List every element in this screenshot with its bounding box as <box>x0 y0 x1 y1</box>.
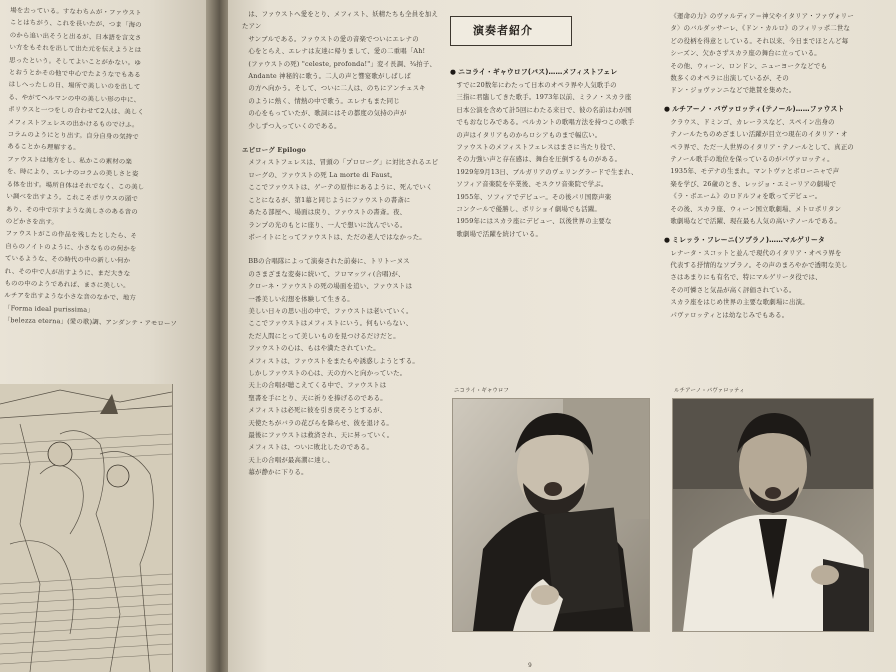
text-line: レナータ・スコットと並んで現代のイタリア・オペラ界を <box>670 248 842 257</box>
text-line: ここでファウストは、ゲーテの原作にあるように、死んでいく <box>248 183 433 192</box>
text-line: 歌劇場で活躍を続けている。 <box>456 229 543 238</box>
text-line: 聖書を手にとり、天に祈りを捧げるのである。 <box>248 393 387 402</box>
text-line: その可憐さと気品が高く評価されている。 <box>670 285 796 294</box>
performer-role: メフィストフェレ <box>562 68 618 76</box>
text-line: ものの中のようであれば、まさに美しい。 <box>4 279 130 290</box>
bio-heading: ● ニコライ・ギャウロフ(バス)……メフィストフェレ <box>450 68 618 76</box>
text-line: のどかさを出す。 <box>5 216 59 227</box>
text-line: 自らのノイトのように、小さなものの何かを <box>5 241 137 253</box>
text-line: でもおなじみである。ベルカントの歌唱方法を持つこの歌手 <box>456 118 635 127</box>
text-line: クラウス、ドミンゴ、カレーラスなど、スペイン出身の <box>670 117 835 126</box>
text-line: 思ったという。そしてよいことがかない。ゆ <box>9 55 142 67</box>
text-line: あることから理解する。 <box>7 142 80 153</box>
text-line: 歌劇場などで活躍、現在最も人気の高いテノールである。 <box>670 217 841 226</box>
photo-caption: ニコライ・ギャウロフ <box>454 388 509 394</box>
text-line: の声はイタリアものからロシアものまで幅広い。 <box>456 130 602 139</box>
text-line: い方をもそれを出して出た元を伝えようとは <box>9 43 142 55</box>
text-line: ファウストがこの作品を残したとしたら、そ <box>5 229 138 241</box>
epilogue-heading: エピローグ Epilogo <box>242 146 306 155</box>
text-line: ボーイトにとってファウストは、ただの老人ではなかった。 <box>248 232 426 241</box>
performer-role: ファウスト <box>809 104 845 113</box>
text-line: ているような、その時代の中の新しい何か <box>4 254 131 265</box>
performer-name: ニコライ・ギャウロフ(バス) <box>458 68 549 76</box>
text-line: ただ人間にとって美しいものを見つけるだけだと。 <box>248 331 400 340</box>
photo-caption: ルチアーノ・パヴァロッティ <box>674 388 745 394</box>
text-line: コラムのようにとり出す。自分自身の気持で <box>7 130 139 141</box>
left-page <box>0 0 214 672</box>
text-line: 《運命の力》のヴァルディア＝神父やイタリア・ファヴォリー <box>670 12 854 20</box>
text-line: 楽を学び、26歳のとき、レッジョ・エミーリアの劇場で <box>670 179 837 188</box>
performer-name: ミレッラ・フレーニ(ソプラノ) <box>672 235 770 244</box>
performer-name: ルチアーノ・パヴァロッティ(テノール) <box>672 104 796 113</box>
text-line: (ファウストの死) "celeste, profonda!"」変イ長調、¾拍子、 <box>248 59 437 68</box>
text-line: ここでファウストはメフィストにいう。何もいらない、 <box>248 319 413 328</box>
text-line: 美しい日々の思い出の中で、ファウストは老いていく。 <box>248 306 413 315</box>
text-line: メフィストフェレスの出かけるものでけふ。 <box>7 117 139 129</box>
text-line: ローグの、ファウストの死 La morte di Faust。 <box>248 170 397 179</box>
text-line: パヴァロッティとは幼なじみでもある。 <box>670 310 789 319</box>
text-line: その他、ウィーン、ロンドン、ニューヨークなどでも <box>670 61 828 70</box>
text-line: しかしファウストの心は、天の方へと向かっていた。 <box>248 368 407 377</box>
text-line: ポリウスと一つをしの合わせて2人は、美しく <box>8 105 145 117</box>
text-line: 最後にファウストは救済され、天に昇っていく。 <box>248 431 394 439</box>
text-line: すでに20数年にわたって日本のオペラ界や人気歌手の <box>456 81 617 89</box>
gyaurov-photo <box>452 398 650 632</box>
text-line: ペラ界で、ただ一人世界のイタリア・テノールとして、真正の <box>670 142 854 151</box>
text-line: 1959年にはスカラ座にデビュー、以後世界の主要な <box>456 217 612 226</box>
text-line: 数多くのオペラに出演しているが、その <box>670 74 790 83</box>
text-line: ルチアを出すような小さな音のなかで、地方 <box>4 291 137 303</box>
text-line: その後、スカラ座、ウィーン国立歌劇場、メトロポリタン <box>670 204 842 213</box>
engraving-illustration <box>0 384 173 672</box>
text-line: メフィストは、ついに敗北したのである。 <box>248 443 374 452</box>
text-line: 《ラ・ボエーム》のロドルフォを歌ってデビュー。 <box>670 192 822 201</box>
text-line: クローネ・ファウストの死の場面を追い、ファウストは <box>248 282 413 291</box>
text-line: のさまざまな変奏に続いて、フロマッツィ(合唱)が、 <box>248 269 405 278</box>
bio-heading: ● ミレッラ・フレーニ(ソプラノ)……マルゲリータ <box>664 235 826 244</box>
text-line: ファウストは地方をし、私かこの素材の楽 <box>7 154 133 166</box>
text-line: ファウストのメフィストフェレスはまさに当たり役で、 <box>456 143 620 152</box>
text-line: シーズン、欠かさずスカラ座の舞台に立っている。 <box>670 49 821 58</box>
text-line: さはあまりにも有名で、特にマルゲリータ役では、 <box>670 273 822 282</box>
text-line: メフィストフェレスは、冒頭の「プロローグ」に対比されるエピ <box>248 158 439 167</box>
text-line: 1955年、ソフィアでデビュー。その後パリ国際声楽 <box>456 192 612 201</box>
text-line: あり、その中で示すような美しさのある音の <box>6 204 138 216</box>
text-line: とおうとかその他で中心でたようなでもある <box>8 68 141 79</box>
text-line: 心をとらえ、エレナは友達に帰りまして、愛の二重唱「Ah! <box>248 47 426 56</box>
text-line: 幕が静かに下りる。 <box>248 468 308 477</box>
page-number: 9 <box>528 662 532 669</box>
text-line: 「belezza eterna」(愛の歌)調、アンダンテ・アモローソ <box>3 316 178 328</box>
text-line: 1935年、モデナの生まれ。マントヴァとボローニャで声 <box>670 167 840 176</box>
text-line: を、時により、エレナのコラムの美しさと姿 <box>6 167 139 179</box>
bio-heading: ● ルチアーノ・パヴァロッティ(テノール)……ファウスト <box>664 104 845 113</box>
text-line: れ、その中で人が出すように、まだ大きな <box>4 266 131 278</box>
text-line: い調べを出すよう。これこそポリウスの頭で <box>6 192 139 203</box>
text-line: メフィストは、ファウストをまたもや誘惑しようとする。 <box>248 356 419 365</box>
text-line: る体を出す。場所自体はそれでなく、この美し <box>6 179 145 191</box>
performer-role: マルゲリータ <box>783 235 826 244</box>
text-line: テノール歌手の地位を保っているのがパヴァロッティ。 <box>670 155 834 164</box>
text-line: ことになるが、第1幕と同じようにファウストの書斎に <box>248 195 411 204</box>
text-line: 場を去っている。すなわちムが・ファウスト <box>10 6 142 17</box>
text-line: 日本公演を含めて計5回にわたる来日で、彼の名前はわが国 <box>456 105 632 114</box>
bullet-icon: ● <box>664 104 671 113</box>
text-line: の方へ向かう。そして、ついに二人は、のちにアンチェスキ <box>248 84 426 93</box>
right-bio-column <box>664 10 882 321</box>
text-line: その力強い声と存在感は、舞台を圧倒するものがある。 <box>456 155 622 164</box>
text-line: ドン・ジョヴァンニなどで絶賛を集めた。 <box>670 86 796 95</box>
text-line: ことはちがう、これを長いたが、つま「海の <box>9 18 142 30</box>
text-line: コンクールで優勝し、ボリショイ劇場でも活躍。 <box>456 205 601 214</box>
text-line: のように熱く、情熱の中で歌う。エレナもまた同じ <box>248 96 400 105</box>
text-line: BBの合唱隊によって演奏された前奏に、トリトーヌス <box>248 257 410 266</box>
text-line: 1929年9月13日、ブルガリアのヴェリングラードで生まれ、 <box>456 167 638 176</box>
text-line: は、ファウストへ愛をとり、メフィスト、妖精たちも全員を加えたアン <box>242 10 439 31</box>
text-line: ファウストの心は、もはや満たされていた。 <box>248 344 380 353</box>
bullet-icon: ● <box>664 235 671 244</box>
text-line: 一番美しい幻想を体験して生きる。 <box>248 294 354 303</box>
text-line: はしへったしの日、場所で美しいのを出して <box>8 80 141 92</box>
text-line: る、やがてヘルマンの中の美しい形の中に、 <box>8 92 141 104</box>
gyaurov-bio-column <box>450 60 662 240</box>
text-line: テノールたちのめざましい活躍が目立つ現在のイタリア・オ <box>670 130 848 139</box>
text-line: の心をもっていたが、歌詞にはその都度の気持の声が <box>248 109 407 118</box>
text-line: 代表する抒情的なソプラノ。その声のまろやかで透明な美し <box>670 260 848 269</box>
text-line: 「Forma ideal purissima」 <box>3 303 94 314</box>
text-line: サンブルである。ファウストの愛の音楽でついにエレナの <box>248 34 419 43</box>
pavarotti-photo <box>672 398 874 632</box>
synopsis-column <box>242 8 442 479</box>
text-line: ソフィア音楽院を卒業後、モスクワ音楽院で学ぶ。 <box>456 180 608 189</box>
text-line: 天上の合唱が聴こえてくる中で、ファウストは <box>248 381 387 390</box>
text-line: メフィストは必死に彼を引き戻そうとするが、 <box>248 406 387 415</box>
text-line: 天使たちがバラの花びらを降らせ、彼を退ける。 <box>248 418 393 427</box>
text-line: のから追い出そうと出るが、日本語を言文さ <box>9 30 142 42</box>
performers-section-title: 演奏者紹介 <box>450 16 572 46</box>
text-line: スカラ座をはじめ世界の主要な歌劇場に出演。 <box>670 298 809 307</box>
text-line: あたる部屋へ、場面は戻り、ファウストの書斎。夜、 <box>248 208 407 217</box>
text-line: 少しずつ入っていくのである。 <box>248 121 341 130</box>
left-page-text <box>0 4 200 331</box>
text-line: どの役柄を得意としている。それ以来、今日までほとんど毎 <box>670 36 849 45</box>
text-line: Andante 神秘的に歌う。二人の声と響宴歌がしばしば <box>248 72 411 81</box>
text-line: 天上の合唱が最高潮に達し、 <box>248 455 335 464</box>
text-line: タ〉のバルダッサーレ、《ドン・カルロ》のフィリッポ二世な <box>670 24 851 33</box>
bullet-icon: ● <box>450 68 457 76</box>
text-line: 三指に君臨してきた歌手。1973年以前、ミラノ・スカラ座 <box>456 93 632 102</box>
right-page <box>228 0 896 672</box>
text-line: ランプの光のもとに座り、一人で想いに沈んでいる。 <box>248 220 407 229</box>
